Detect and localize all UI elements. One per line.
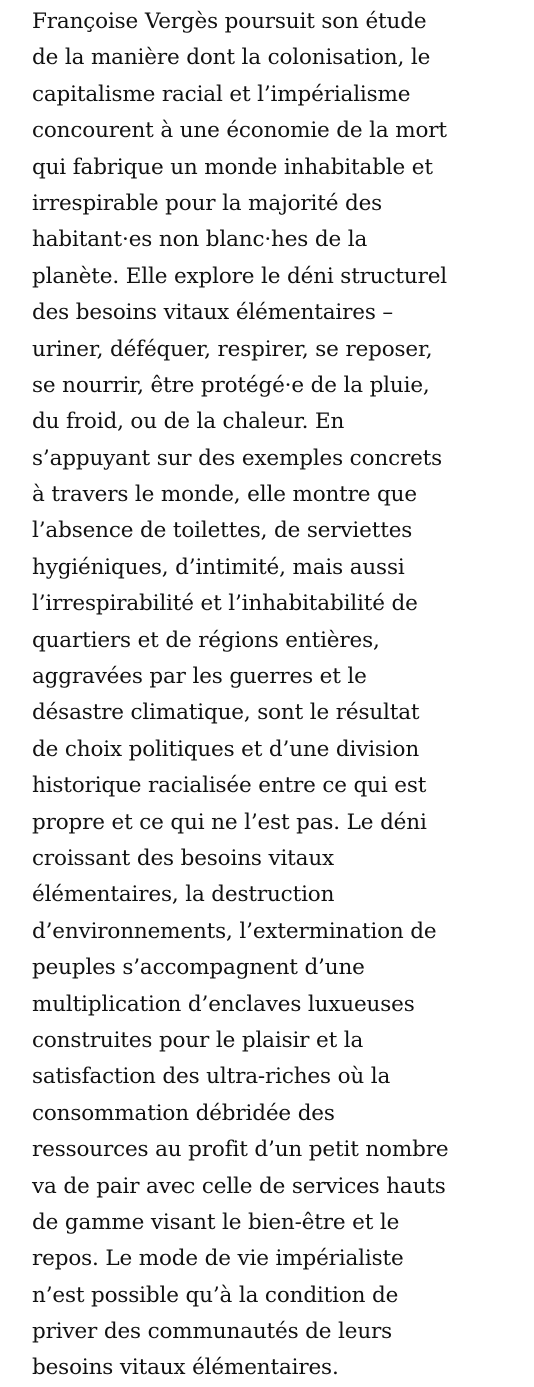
text-line: l’absence de toilettes, de serviettes: [32, 518, 413, 544]
text-line: ressources au profit d’un petit nombre: [32, 1137, 449, 1163]
text-line: quartiers et de régions entières,: [32, 627, 380, 653]
text-line: s’appuyant sur des exemples concrets: [32, 445, 443, 471]
text-line: priver des communautés de leurs: [32, 1319, 393, 1345]
text-line: aggravées par les guerres et le: [32, 664, 367, 690]
text-line: élémentaires, la destruction: [32, 882, 335, 908]
text-line: historique racialisée entre ce qui est: [32, 773, 427, 799]
text-line: satisfaction des ultra-riches où la: [32, 1064, 391, 1090]
text-line: croissant des besoins vitaux: [32, 845, 335, 871]
text-line: désastre climatique, sont le résultat: [32, 700, 420, 726]
text-line: multiplication d’enclaves luxueuses: [32, 991, 415, 1017]
text-line: n’est possible qu’à la condition de: [32, 1282, 399, 1308]
text-line: va de pair avec celle de services hauts: [32, 1173, 446, 1199]
text-line: consommation débridée des: [32, 1100, 335, 1126]
text-line: se nourrir, être protégé·e de la pluie,: [32, 372, 430, 398]
text-line: à travers le monde, elle montre que: [32, 482, 417, 508]
text-line: uriner, déféquer, respirer, se reposer,: [32, 336, 433, 362]
text-line: concourent à une économie de la mort: [32, 118, 447, 144]
text-line: d’environnements, l’extermination de: [32, 918, 437, 944]
text-line: l’irrespirabilité et l’inhabitabilité de: [32, 591, 418, 617]
text-line: de la manière dont la colonisation, le: [32, 45, 431, 71]
text-line: irrespirable pour la majorité des: [32, 190, 383, 216]
text-line: construites pour le plaisir et la: [32, 1027, 364, 1053]
text-line: qui fabrique un monde inhabitable et: [32, 154, 433, 180]
text-line: Françoise Vergès poursuit son étude: [32, 9, 427, 34]
text-line: planète. Elle explore le déni structurel: [32, 263, 448, 289]
text-line: capitalisme racial et l’impérialisme: [32, 81, 411, 107]
text-line: du froid, ou de la chaleur. En: [32, 409, 345, 435]
text-line: propre et ce qui ne l’est pas. Le déni: [32, 809, 427, 835]
text-line: des besoins vitaux élémentaires –: [32, 300, 393, 326]
text-line: de choix politiques et d’une division: [32, 736, 420, 762]
text-line: besoins vitaux élémentaires.: [32, 1355, 339, 1381]
text-line: hygiéniques, d’intimité, mais aussi: [32, 554, 405, 580]
text-line: peuples s’accompagnent d’une: [32, 955, 365, 981]
body-paragraph: [32, 4, 532, 1387]
text-line: repos. Le mode de vie impérialiste: [32, 1246, 404, 1272]
text-line: de gamme visant le bien-être et le: [32, 1209, 400, 1235]
text-line: habitant·es non blanc·hes de la: [32, 227, 368, 253]
